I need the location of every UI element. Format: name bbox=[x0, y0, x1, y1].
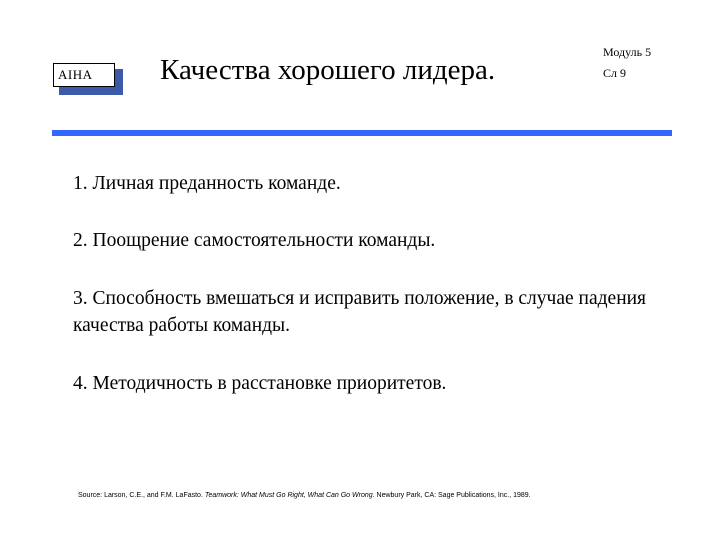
list-item-3: 3. Способность вмешаться и исправить положение, в случае падения качества работы команды. bbox=[73, 288, 647, 336]
module-info bbox=[603, 42, 651, 84]
slide-number: Сл 9 bbox=[603, 66, 626, 80]
header-divider bbox=[52, 130, 672, 136]
slide-title: Качества хорошего лидера. bbox=[160, 54, 496, 86]
list-item-4: 4. Методичность в расстановке приоритетов. bbox=[73, 373, 447, 394]
logo-text: AIHA bbox=[53, 63, 115, 87]
list-item-2: 2. Поощрение самостоятельности команды. bbox=[73, 230, 436, 251]
source-citation bbox=[78, 492, 668, 499]
list-item-1: 1. Личная преданность команде. bbox=[73, 173, 341, 194]
source-suffix: Newbury Park, CA: Sage Publications, Inc., 1989. bbox=[374, 492, 531, 499]
module-label: Модуль 5 bbox=[603, 45, 652, 59]
source-book-title: Teamwork: What Must Go Right, What Can Go Wrong. bbox=[204, 492, 375, 499]
logo bbox=[53, 63, 125, 96]
source-prefix: Source: Larson, C.E., and F.M. LaFasto. bbox=[78, 492, 205, 499]
